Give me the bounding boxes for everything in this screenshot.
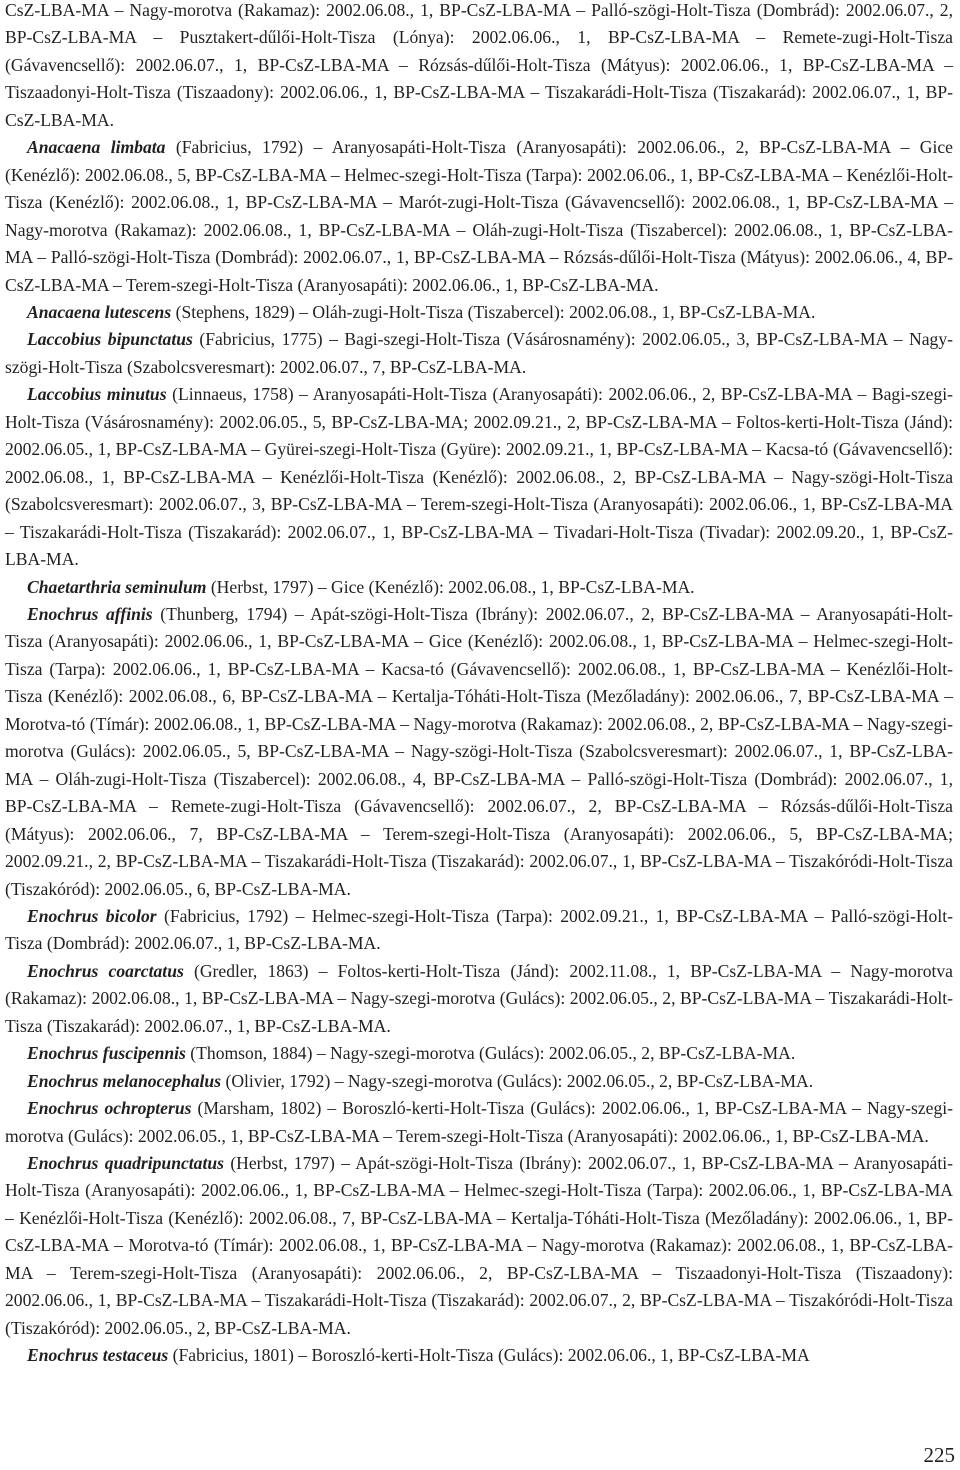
species-entry-enochrus-testaceus: [5, 1342, 953, 1369]
species-entry-enochrus-fuscipennis: [5, 1040, 953, 1067]
species-entry-enochrus-affinis: [5, 601, 953, 903]
species-entry-anacaena-limbata: [5, 134, 953, 299]
species-entry-enochrus-bicolor: [5, 903, 953, 958]
record-text: (Fabricius, 1775) – Bagi-szegi-Holt-Tisza (Vásárosnamény): 2002.06.05., 3, BP-CsZ-LBA-MA – Nagy-szögi-Holt-Tisza (Szabolcsveresmart): 2002.06.07., 7, BP-CsZ-LBA-MA.: [5, 329, 953, 377]
species-name: Enochrus ochropterus: [27, 1098, 192, 1119]
species-name: Enochrus bicolor: [27, 905, 157, 926]
species-name: Anacaena lutescens: [27, 301, 172, 322]
species-name: Enochrus coarctatus: [27, 960, 184, 981]
text-body: [5, 0, 953, 1370]
record-text: (Linnaeus, 1758) – Aranyosapáti-Holt-Tisza (Aranyosapáti): 2002.06.06., 2, BP-CsZ-LBA-MA – Bagi-szegi-Holt-Tisza (Vásárosnamény): 2002.06.05., 5, BP-CsZ-LBA-MA; 2002.09.21., 2, BP-CsZ-LBA-MA – Foltos-kerti-Holt-Tisza (Jánd): 2002.06.05., 1, BP-CsZ-LBA-MA – Gyürei-szegi-Holt-Tisza (Gyüre): 2002.09.21., 1, BP-CsZ-LBA-MA – Kacsa-tó (Gávavencsellő): 2002.06.08., 1, BP-CsZ-LBA-MA – Kenézlői-Holt-Tisza (Kenézlő): 2002.06.08., 2, BP-CsZ-LBA-MA – Nagy-szögi-Holt-Tisza (Szabolcsveresmart): 2002.06.07., 3, BP-CsZ-LBA-MA – Terem-szegi-Holt-Tisza (Aranyosapáti): 2002.06.06., 1, BP-CsZ-LBA-MA – Tiszakarádi-Holt-Tisza (Tiszakarád): 2002.06.07., 1, BP-CsZ-LBA-MA – Tivadari-Holt-Tisza (Tivadar): 2002.09.20., 1, BP-CsZ-LBA-MA.: [5, 384, 953, 570]
species-name: Enochrus fuscipennis: [27, 1043, 186, 1064]
species-name: Anacaena limbata: [27, 137, 166, 158]
record-text: CsZ-LBA-MA – Nagy-morotva (Rakamaz): 2002.06.08., 1, BP-CsZ-LBA-MA – Palló-szögi-Holt-Tisza (Dombrád): 2002.06.07., 2, BP-CsZ-LBA-MA – Pusztakert-dűlői-Holt-Tisza (Lónya): 2002.06.06., 1, BP-CsZ-LBA-MA – Remete-zugi-Holt-Tisza (Gávavencsellő): 2002.06.07., 1, BP-CsZ-LBA-MA – Rózsás-dűlői-Holt-Tisza (Mátyus): 2002.06.06., 1, BP-CsZ-LBA-MA – Tiszaadonyi-Holt-Tisza (Tiszaadony): 2002.06.06., 1, BP-CsZ-LBA-MA – Tiszakarádi-Holt-Tisza (Tiszakarád): 2002.06.07., 1, BP-CsZ-LBA-MA.: [5, 0, 953, 130]
record-text: (Fabricius, 1792) – Aranyosapáti-Holt-Tisza (Aranyosapáti): 2002.06.06., 2, BP-CsZ-LBA-MA – Gice (Kenézlő): 2002.06.08., 5, BP-CsZ-LBA-MA – Helmec-szegi-Holt-Tisza (Tarpa): 2002.06.06., 1, BP-CsZ-LBA-MA – Kenézlői-Holt-Tisza (Kenézlő): 2002.06.08., 1, BP-CsZ-LBA-MA – Marót-zugi-Holt-Tisza (Gávavencsellő): 2002.06.08., 1, BP-CsZ-LBA-MA – Nagy-morotva (Rakamaz): 2002.06.08., 1, BP-CsZ-LBA-MA – Oláh-zugi-Holt-Tisza (Tiszabercel): 2002.06.08., 1, BP-CsZ-LBA-MA – Palló-szögi-Holt-Tisza (Dombrád): 2002.06.07., 1, BP-CsZ-LBA-MA – Rózsás-dűlői-Holt-Tisza (Mátyus): 2002.06.06., 4, BP-CsZ-LBA-MA – Terem-szegi-Holt-Tisza (Aranyosapáti): 2002.06.06., 1, BP-CsZ-LBA-MA.: [5, 137, 953, 295]
species-name: Enochrus melanocephalus: [27, 1070, 222, 1091]
species-name: Enochrus testaceus: [27, 1345, 169, 1366]
record-text: (Olivier, 1792) – Nagy-szegi-morotva (Gulács): 2002.06.05., 2, BP-CsZ-LBA-MA.: [221, 1070, 814, 1091]
species-entry-enochrus-coarctatus: [5, 958, 953, 1040]
species-entry-laccobius-minutus: [5, 381, 953, 573]
record-text: (Thunberg, 1794) – Apát-szögi-Holt-Tisza (Ibrány): 2002.06.07., 2, BP-CsZ-LBA-MA – Aranyosapáti-Holt-Tisza (Aranyosapáti): 2002.06.06., 1, BP-CsZ-LBA-MA – Gice (Kenézlő): 2002.06.08., 1, BP-CsZ-LBA-MA – Helmec-szegi-Holt-Tisza (Tarpa): 2002.06.06., 1, BP-CsZ-LBA-MA – Kacsa-tó (Gávavencsellő): 2002.06.08., 1, BP-CsZ-LBA-MA – Kenézlői-Holt-Tisza (Kenézlő): 2002.06.08., 6, BP-CsZ-LBA-MA – Kertalja-Tóháti-Holt-Tisza (Mezőladány): 2002.06.06., 7, BP-CsZ-LBA-MA – Morotva-tó (Tímár): 2002.06.08., 1, BP-CsZ-LBA-MA – Nagy-morotva (Rakamaz): 2002.06.08., 2, BP-CsZ-LBA-MA – Nagy-szegi-morotva (Gulács): 2002.06.05., 5, BP-CsZ-LBA-MA – Nagy-szögi-Holt-Tisza (Szabolcsveresmart): 2002.06.07., 1, BP-CsZ-LBA-MA – Oláh-zugi-Holt-Tisza (Tiszabercel): 2002.06.08., 4, BP-CsZ-LBA-MA – Palló-szögi-Holt-Tisza (Dombrád): 2002.06.07., 1, BP-CsZ-LBA-MA – Remete-zugi-Holt-Tisza (Gávavencsellő): 2002.06.07., 2, BP-CsZ-LBA-MA – Rózsás-dűlői-Holt-Tisza (Mátyus): 2002.06.06., 7, BP-CsZ-LBA-MA – Terem-szegi-Holt-Tisza (Aranyosapáti): 2002.06.06., 5, BP-CsZ-LBA-MA; 2002.09.21., 2, BP-CsZ-LBA-MA – Tiszakarádi-Holt-Tisza (Tiszakarád): 2002.06.07., 1, BP-CsZ-LBA-MA – Tiszakóródi-Holt-Tisza (Tiszakóród): 2002.06.05., 6, BP-CsZ-LBA-MA.: [5, 603, 953, 899]
species-entry-chaetarthria-seminulum: [5, 574, 953, 601]
species-entry-enochrus-ochropterus: [5, 1095, 953, 1150]
record-text: (Stephens, 1829) – Oláh-zugi-Holt-Tisza (Tiszabercel): 2002.06.08., 1, BP-CsZ-LBA-MA.: [171, 301, 816, 322]
species-name: Chaetarthria seminulum: [27, 576, 207, 597]
species-name: Laccobius minutus: [27, 384, 167, 405]
species-entry-enochrus-quadripunctatus: [5, 1150, 953, 1342]
record-text: (Herbst, 1797) – Gice (Kenézlő): 2002.06.08., 1, BP-CsZ-LBA-MA.: [206, 576, 695, 597]
species-entry-laccobius-bipunctatus: [5, 326, 953, 381]
record-text: (Fabricius, 1801) – Boroszló-kerti-Holt-Tisza (Gulács): 2002.06.06., 1, BP-CsZ-LBA-MA: [168, 1345, 810, 1366]
species-name: Enochrus quadripunctatus: [27, 1153, 224, 1174]
record-text: (Herbst, 1797) – Apát-szögi-Holt-Tisza (Ibrány): 2002.06.07., 1, BP-CsZ-LBA-MA – Aranyosapáti-Holt-Tisza (Aranyosapáti): 2002.06.06., 1, BP-CsZ-LBA-MA – Helmec-szegi-Holt-Tisza (Tarpa): 2002.06.06., 1, BP-CsZ-LBA-MA – Kenézlői-Holt-Tisza (Kenézlő): 2002.06.08., 7, BP-CsZ-LBA-MA – Kertalja-Tóháti-Holt-Tisza (Mezőladány): 2002.06.06., 1, BP-CsZ-LBA-MA – Morotva-tó (Tímár): 2002.06.08., 1, BP-CsZ-LBA-MA – Nagy-morotva (Rakamaz): 2002.06.08., 1, BP-CsZ-LBA-MA – Terem-szegi-Holt-Tisza (Aranyosapáti): 2002.06.06., 2, BP-CsZ-LBA-MA – Tiszaadonyi-Holt-Tisza (Tiszaadony): 2002.06.06., 1, BP-CsZ-LBA-MA – Tiszakarádi-Holt-Tisza (Tiszakarád): 2002.06.07., 2, BP-CsZ-LBA-MA – Tiszakóródi-Holt-Tisza (Tiszakóród): 2002.06.05., 2, BP-CsZ-LBA-MA.: [5, 1153, 954, 1338]
record-text: (Marsham, 1802) – Boroszló-kerti-Holt-Tisza (Gulács): 2002.06.06., 1, BP-CsZ-LBA-MA – Nagy-szegi-morotva (Gulács): 2002.06.05., 1, BP-CsZ-LBA-MA – Terem-szegi-Holt-Tisza (Aranyosapáti): 2002.06.06., 1, BP-CsZ-LBA-MA.: [5, 1098, 954, 1146]
continuation-paragraph: [5, 0, 953, 134]
record-text: (Fabricius, 1792) – Helmec-szegi-Holt-Tisza (Tarpa): 2002.09.21., 1, BP-CsZ-LBA-MA – Palló-szögi-Holt-Tisza (Dombrád): 2002.06.07., 1, BP-CsZ-LBA-MA.: [5, 905, 953, 954]
record-text: (Gredler, 1863) – Foltos-kerti-Holt-Tisza (Jánd): 2002.11.08., 1, BP-CsZ-LBA-MA – Nagy-morotva (Rakamaz): 2002.06.08., 1, BP-CsZ-LBA-MA – Nagy-szegi-morotva (Gulács): 2002.06.05., 2, BP-CsZ-LBA-MA – Tiszakarádi-Holt-Tisza (Tiszakarád): 2002.06.07., 1, BP-CsZ-LBA-MA.: [5, 960, 953, 1036]
record-text: (Thomson, 1884) – Nagy-szegi-morotva (Gulács): 2002.06.05., 2, BP-CsZ-LBA-MA.: [185, 1043, 796, 1064]
species-name: Enochrus affinis: [27, 603, 153, 624]
page-number: 225: [923, 1443, 955, 1467]
species-entry-enochrus-melanocephalus: [5, 1068, 953, 1095]
species-name: Laccobius bipunctatus: [27, 329, 193, 350]
species-entry-anacaena-lutescens: [5, 299, 953, 326]
